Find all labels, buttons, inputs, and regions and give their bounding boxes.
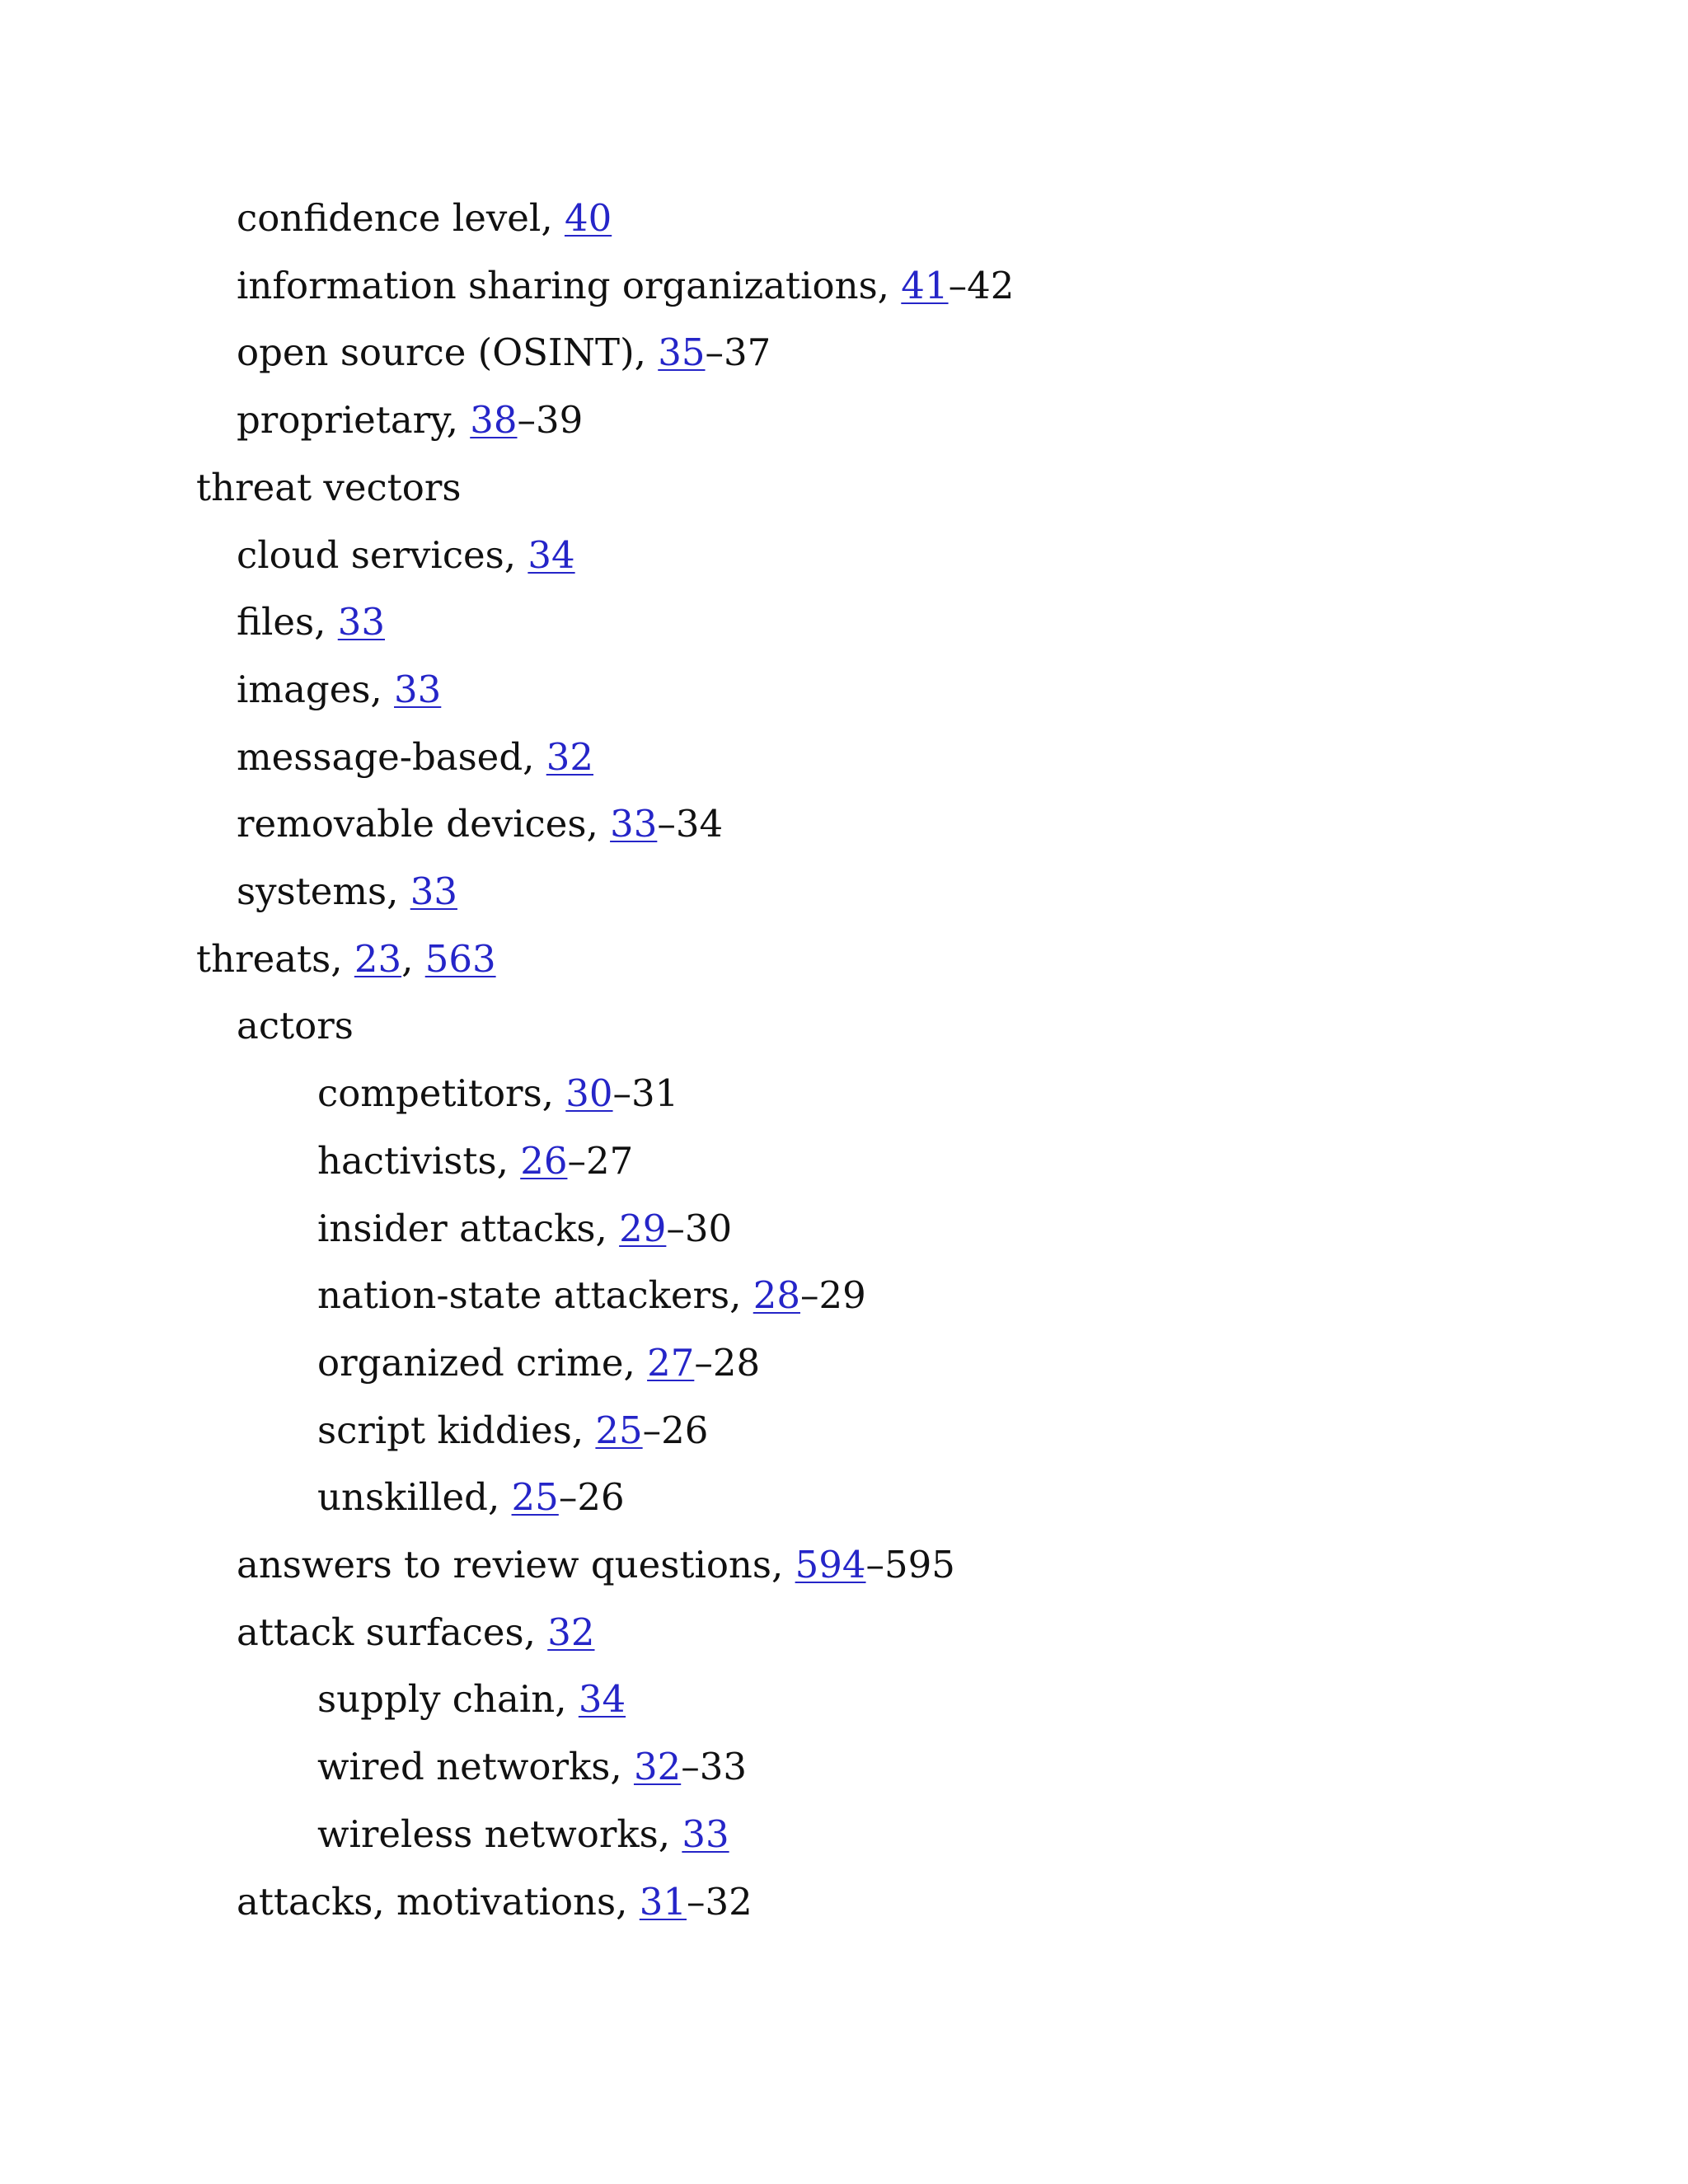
- page-link[interactable]: 35: [658, 330, 706, 375]
- index-term: open source (OSINT),: [237, 330, 659, 375]
- index-term: hactivists,: [317, 1138, 521, 1183]
- page-range: –33: [681, 1745, 747, 1789]
- index-entry-level-1: [237, 531, 575, 580]
- index-term: attack surfaces,: [237, 1610, 548, 1654]
- index-entry-level-2: [317, 1338, 760, 1388]
- index-term: insider attacks,: [317, 1206, 620, 1250]
- index-entry-level-1: [237, 194, 612, 243]
- index-term: files,: [237, 600, 338, 644]
- page-range: –32: [687, 1879, 753, 1924]
- index-term: script kiddies,: [317, 1408, 596, 1452]
- index-term: removable devices,: [237, 802, 611, 846]
- index-term: competitors,: [317, 1071, 566, 1116]
- page-link[interactable]: 30: [565, 1071, 613, 1116]
- index-entry-level-1: [237, 1540, 955, 1590]
- index-term: unskilled,: [317, 1475, 512, 1520]
- index-term: images,: [237, 667, 395, 711]
- index-entry-level-1: [237, 665, 441, 715]
- index-term: threats,: [196, 936, 354, 981]
- index-term: cloud services,: [237, 532, 528, 577]
- index-entry-level-0: [196, 935, 496, 984]
- index-entry-level-1: [237, 1001, 354, 1051]
- page-range: –26: [642, 1408, 709, 1452]
- page-range: –37: [705, 330, 771, 375]
- index-entry-level-2: [317, 1406, 708, 1455]
- page-link[interactable]: 34: [578, 1677, 626, 1722]
- index-term: wired networks,: [317, 1745, 634, 1789]
- page-range: –595: [865, 1543, 955, 1586]
- page-link[interactable]: 26: [520, 1138, 568, 1183]
- index-term: proprietary,: [237, 398, 471, 443]
- page-range: –29: [800, 1273, 866, 1318]
- index-term: wireless networks,: [317, 1811, 682, 1856]
- page-link[interactable]: 25: [511, 1475, 559, 1520]
- index-entry-level-1: [237, 261, 1014, 311]
- index-entry-level-2: [317, 1069, 678, 1118]
- index-entry-level-1: [237, 396, 583, 445]
- index-entry-level-2: [317, 1742, 747, 1792]
- page-range: ,: [401, 936, 425, 981]
- page-link[interactable]: 23: [354, 936, 402, 981]
- page-range: –28: [694, 1340, 761, 1385]
- index-term: threat vectors: [196, 465, 462, 509]
- page-link[interactable]: 33: [394, 667, 442, 711]
- index-entry-level-2: [317, 1137, 633, 1186]
- page-range: –34: [657, 802, 724, 846]
- index-entry-level-1: [237, 1877, 753, 1927]
- page-link[interactable]: 33: [337, 600, 386, 644]
- page-link[interactable]: 33: [410, 869, 457, 913]
- index-term: supply chain,: [317, 1677, 579, 1722]
- index-entry-level-1: [237, 799, 723, 849]
- index-entry-level-0: [196, 463, 461, 513]
- page-link[interactable]: 29: [619, 1206, 667, 1250]
- index-term: systems,: [237, 869, 410, 913]
- page-link[interactable]: 40: [564, 196, 612, 240]
- index-term: answers to review questions,: [237, 1543, 795, 1586]
- page-link[interactable]: 32: [547, 1610, 595, 1654]
- page-link[interactable]: 27: [647, 1340, 695, 1385]
- index-term: actors: [237, 1004, 354, 1048]
- page-link[interactable]: 594: [795, 1543, 866, 1586]
- index-entry-level-2: [317, 1271, 866, 1320]
- index-term: information sharing organizations,: [237, 263, 902, 307]
- index-entry-level-1: [237, 328, 771, 377]
- index-term: nation-state attackers,: [317, 1273, 753, 1318]
- index-entry-level-1: [237, 1608, 594, 1657]
- page-range: –42: [948, 263, 1015, 307]
- index-entry-level-1: [237, 867, 457, 916]
- page-link[interactable]: 32: [546, 734, 593, 779]
- index-term: confidence level,: [237, 196, 565, 240]
- page-link[interactable]: 31: [639, 1879, 687, 1924]
- page-range: –27: [567, 1138, 634, 1183]
- page-link[interactable]: 33: [682, 1811, 729, 1856]
- page-link[interactable]: 32: [633, 1745, 682, 1789]
- index-entry-level-2: [317, 1204, 732, 1254]
- index-entry-level-2: [317, 1810, 729, 1859]
- page-link[interactable]: 38: [470, 398, 518, 443]
- page-link[interactable]: 563: [424, 936, 496, 981]
- index-entry-level-2: [317, 1675, 626, 1724]
- page-range: –26: [558, 1475, 625, 1520]
- page-range: –39: [517, 398, 584, 443]
- page-range: –30: [666, 1206, 733, 1250]
- page-link[interactable]: 33: [610, 802, 658, 846]
- page-link[interactable]: 41: [901, 263, 949, 307]
- index-entry-level-1: [237, 733, 593, 782]
- index-term: message-based,: [237, 734, 546, 779]
- page-link[interactable]: 34: [528, 532, 575, 577]
- index-entry-level-2: [317, 1473, 625, 1522]
- page-link[interactable]: 28: [753, 1273, 800, 1318]
- page-link[interactable]: 25: [595, 1408, 643, 1452]
- index-entry-level-1: [237, 598, 385, 647]
- index-term: organized crime,: [317, 1340, 648, 1385]
- page-range: –31: [612, 1071, 679, 1116]
- index-term: attacks, motivations,: [237, 1879, 640, 1924]
